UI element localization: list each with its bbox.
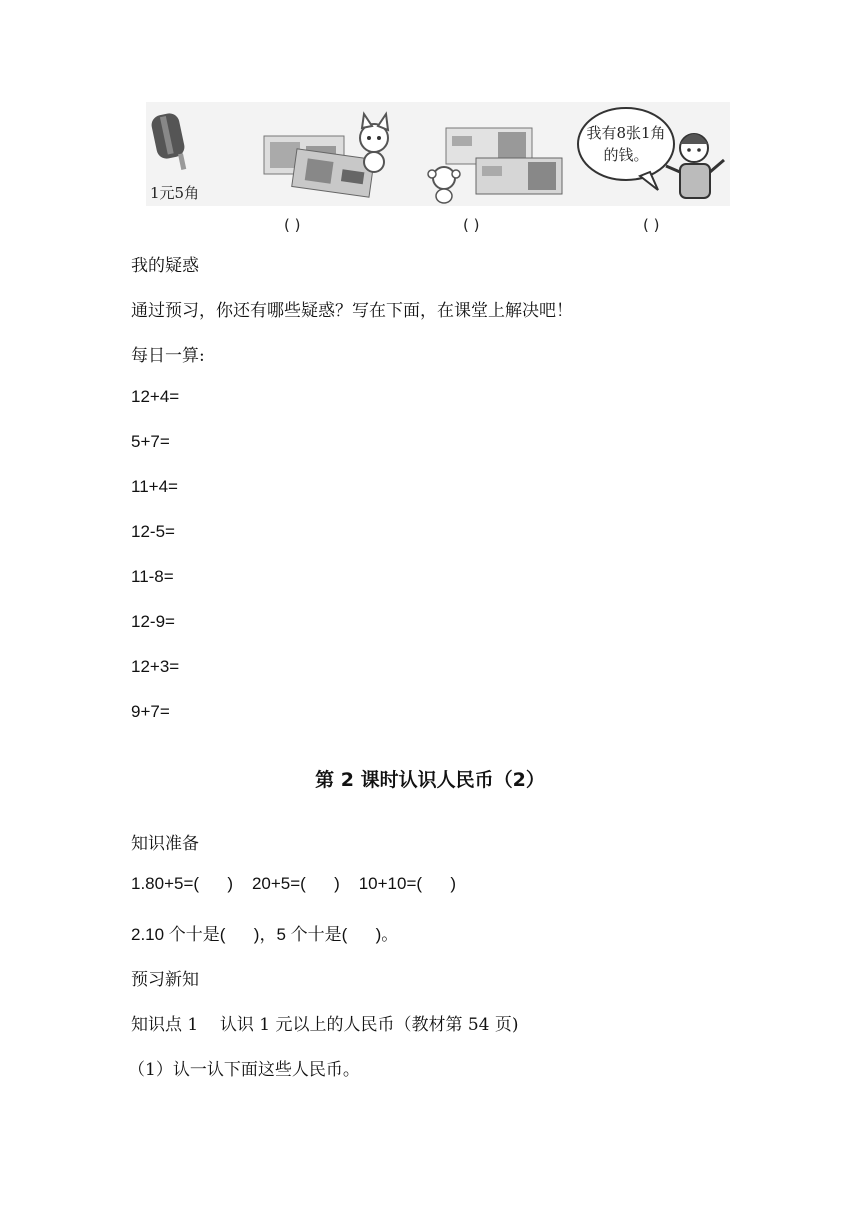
preview-heading: 预习新知 xyxy=(131,970,199,990)
daily-calc-item[interactable]: 11-8= xyxy=(131,567,174,586)
question-2[interactable]: 2.10 个十是( )，5 个十是( )。 xyxy=(131,925,399,944)
daily-calc-item[interactable]: 12+4= xyxy=(131,387,180,406)
banknote-5jiao-icon xyxy=(264,136,374,197)
knowledge-heading: 知识准备 xyxy=(131,834,199,854)
money-illustration xyxy=(146,102,730,206)
price-label: 1元5角 xyxy=(150,184,200,202)
daily-calc-item[interactable]: 12+3= xyxy=(131,657,180,676)
daily-calc-heading: 每日一算: xyxy=(131,346,205,366)
monkey-icon xyxy=(428,167,460,203)
knowledge-point-1: 知识点 1 认识 1 元以上的人民币（教材第 54 页) xyxy=(131,1015,519,1035)
banknote-1yuan-icon xyxy=(446,128,562,194)
answer-blank-3[interactable]: ( ) xyxy=(643,216,660,234)
question-1[interactable]: 1.80+5=( ) 20+5=( ) 10+10=( ) xyxy=(131,874,457,893)
daily-calc-item[interactable]: 12-5= xyxy=(131,522,175,541)
daily-calc-item[interactable]: 12-9= xyxy=(131,612,175,631)
cat-icon xyxy=(360,114,388,172)
daily-calc-item[interactable]: 5+7= xyxy=(131,432,170,451)
knowledge-point-1-sub: （1）认一认下面这些人民币。 xyxy=(128,1060,360,1080)
daily-calc-item[interactable]: 11+4= xyxy=(131,477,178,496)
answer-blank-1[interactable]: ( ) xyxy=(284,216,301,234)
popsicle-icon xyxy=(150,112,187,170)
answer-blank-2[interactable]: ( ) xyxy=(463,216,480,234)
doubts-prompt: 通过预习，你还有哪些疑惑？写在下面，在课堂上解决吧！ xyxy=(131,301,573,321)
doubts-heading: 我的疑惑 xyxy=(131,256,199,276)
lesson-title: 第 2 课时认识人民币（2） xyxy=(315,769,545,791)
speech-bubble-text: 我有8张1角的钱。 xyxy=(586,124,666,164)
daily-calc-item[interactable]: 9+7= xyxy=(131,702,170,721)
